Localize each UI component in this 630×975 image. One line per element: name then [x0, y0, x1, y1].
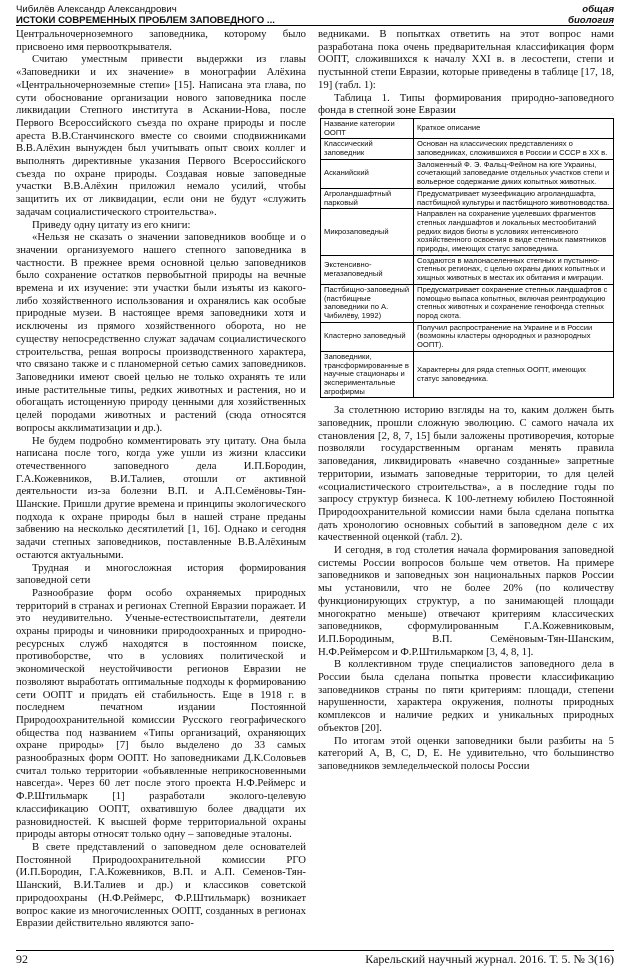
table-row: [321, 351, 614, 398]
paragraph: Приведу одну цитату из его книги:: [32, 218, 191, 231]
table-cell-description: Характерны для ряда степных ООПТ, имеющих статус заповедника.: [414, 351, 614, 398]
table-header-cell: Название категории ООПТ: [321, 118, 414, 138]
table-caption: Таблица 1. Типы формирования природно-заповедного фонда в степной зоне Евразии: [318, 91, 614, 117]
table-cell-category: Пастбищно-заповедный (пастбищные заповедники по А. Чибилёву, 1992): [321, 284, 414, 322]
table-cell-description: Создаются в малонаселенных степных и пустынно-степных регионах, с целью охраны диких копытных и хищных животных в местах их обитания и миграции.: [414, 255, 614, 284]
header-section: [568, 4, 614, 26]
table-row: [321, 322, 614, 351]
table-cell-description: Предусматривает сохранение степных ландшафтов с помощью выпаса копытных, включая реинтродукцию степных животных и сохранение генофонда степных пород скота.: [414, 284, 614, 322]
table-cell-description: Предусматривает музеефикацию агроландшафта, пастбищной культуры и пастбищного животноводства.: [414, 188, 614, 208]
right-column: [318, 28, 614, 773]
paragraph: За столетнюю историю взгляды на то, каким должен быть заповедник, прошли сложную эволюцию. С самого начала их становления [2, 8, 7, 15] были заложены противоречия, которые позволяли государственным органам менять правила заповедания, ликвидировать «навечно созданные» запретные территории, изымать заповедные территории, то для целей «социалистического строительства», а в последние годы по запросу структур бизнеса. К 100-летнему юбилею Постоянной Природоохранительной комиссии нами была сделана попытка дать хронологию основных событий в заповедном деле с их качественной оценкой (табл. 2).: [318, 404, 614, 544]
paragraph: Центральночерноземного заповедника, которому было присвоено имя первооткрывателя.: [16, 28, 306, 53]
table-cell-category: Агроландшафтный парковый: [321, 188, 414, 208]
table-header-row: [321, 118, 614, 138]
table-cell-category: Заповедники, трансформированные в научные стационары и экспериментальные агрофирмы: [321, 351, 414, 398]
table-cell-category: Микрозаповедный: [321, 209, 414, 256]
paragraph: Считаю уместным привести выдержки из главы «Заповедники и их значение» в монографии Алёхина «Центральночерноземные степи» [15]. Написана эта глава, по сути обоснование организации нового заповедника после ликвидации Степного института в Аскании-Нова, после Первого Всероссийского съезда по охране природы и после ареста В.В.Станчинского вместе со своими сподвижниками В.В.Алёхин вынужден был учитывать опыт своих коллег и выполнять директивные указания Первого Всероссийского съезда по охране природы. Создавая новые заповедные участки В.В.Алёхин приложил немало усилий, чтобы защитить их от ликвидации, если они не будут «служить задачам социалистического строительства».: [16, 53, 306, 218]
table-cell-description: Заложенный Ф. Э. Фальц-Фейном на юге Украины, сочетающий заповедание отдельных участков степи и вольерное содержание диких копытных животных.: [414, 159, 614, 188]
page-number: 92: [16, 952, 28, 966]
table-cell-category: Экстенсивно-мегазаповедный: [321, 255, 414, 284]
header-section-line1: общая: [582, 4, 614, 15]
table-cell-description: Основан на классических представлениях о заповедниках, сложившихся в России и СССР в XX в.: [414, 139, 614, 159]
header-author: Чибилёв Александр Александрович: [16, 4, 177, 15]
paragraph: По итогам этой оценки заповедники были разбиты на 5 категорий A, B, C, D, E. Не удивительно, что большинство заповедников земледельческой полосы России: [318, 734, 614, 772]
paragraph: Не будем подробно комментировать эту цитату. Она была написана после того, когда уже ушли из жизни классики отечественного заповедного дела И.П.Бородин, Г.А.Кожевников, В.И.Талиев, отошли от активной деятельности из-за болезни В.П. и А.П.Семёновы-Тян-Шанские. Пришли другие времена и принципы экологического подхода к охране природы был в нашей стране преданы забвению на несколько десятилетий [1, 16]. Однако и сегодня задачи степных заповедников, поставленные В.В.Алёхиным остаются актуальными.: [16, 434, 306, 561]
table-cell-category: Кластерно заповедный: [321, 322, 414, 351]
paragraph: «Нельзя не сказать о значении заповедников вообще и о значении организуемого нашего степного заповедника в частности. В прежнее время основной целью заповедников было сохранение остатков первобытной природы на вечные времена и их изучение: эти участки были изъяты из какого-либо хозяйственного использования и охранялись как особые природные музеи. В настоящее время заповедники хотя и исключены из прямого хозяйственного оборота, но не существу непосредственно служат задачам социалистического строительства, решая вопросы производственного характера, что связано также и с планомерной сетью самих заповедников. Заповедники имеют своей целью не только охранять те или иные растительные типы, редких животных и растения, но и обогащать истощенную природу ценными для хозяйственных целей породами животных и растений (сюда относятся вопросы акклиматизации и др.).: [16, 231, 306, 434]
table-cell-description: Получил распространение на Украине и в России (возможны кластеры однородных и разнородных ООПТ).: [414, 322, 614, 351]
page-footer: [16, 951, 614, 969]
header-article-title: ИСТОКИ СОВРЕМЕННЫХ ПРОБЛЕМ ЗАПОВЕДНОГО ...: [16, 15, 275, 26]
table-row: [321, 139, 614, 159]
paragraph: И сегодня, в год столетия начала формирования заповедной системы России вопросов больше чем ответов. На примере заповедников и заповедных зон национальных парков России мы установили, что не более 20% (по количеству функционирующих структур, а по занимающей площади многократно меньше) отвечают критериям классических заповедников, сформулированным Г.А.Кожевниковым, И.П.Бородиным, В.П. Семёновым-Тян-Шанским, Н.Ф.Реймерсом и Ф.Р.Штильмарком [3, 4, 8, 1].: [318, 544, 614, 658]
paragraph: Разнообразие форм особо охраняемых природных территорий в странах и регионах Степной Евразии поражает. И это неудивительно. Ученые-естествоиспытатели, деятели охраны природы и чиновники природоохранных и природно-ресурсных служб находятся в постоянном поиске, противоборстве, что в условиях политической и экономической неустойчивости регионов Евразии не позволяют выработать оптимальные подходы к формированию сети ООПТ и придать ей стабильность. Еще в 1918 г. в последнем печатном издании Постоянной Природоохранительной комиссии Русского географического общества под названием «Типы организаций, охраняющих охране природы» [7] было выделено до 33 самых разнообразных форм ООПТ. Но заповедниками Д.К.Соловьев считал только территории «объявленные неприкосновенными навсегда». Через 60 лет после этого проекта Н.Ф.Реймерс и Ф.Р.Штильмарк [1] разработали эколого-целевую классификацию ООПТ, охватившую более двадцати их разновидностей. К высшей форме территориальной охраны природы авторы относят только одну – заповедные эталоны.: [16, 586, 306, 841]
table-row: [321, 209, 614, 256]
table-cell-category: Асканийский: [321, 159, 414, 188]
table-header-cell: Краткое описание: [414, 118, 614, 138]
table-cell-category: Классический заповедник: [321, 139, 414, 159]
journal-citation: Карельский научный журнал. 2016. Т. 5. № 3(16): [365, 952, 614, 966]
paragraph: В свете представлений о заповедном деле основателей Постоянной Природоохранительной комиссии РГО (И.П.Бородин, Г.А.Кожевников, В.П. и А.П. Семенов-Тян-Шанский, В.И.Талиев и др.) и классиков советской природоохраны (Н.Ф.Реймерс, Ф.Р.Штильмарк) возникает вопрос какие из многочисленных ООПТ, созданных в регионах Евразии действительно являются запо-: [16, 841, 306, 930]
table-cell-description: Направлен на сохранение уцелевших фрагментов степных ландшафтов и локальных местообитаний редких видов биоты в условиях интенсивного хозяйственного освоения в виде степных памятников природы, имеющих статус заповедника.: [414, 209, 614, 256]
left-column: [16, 28, 306, 930]
header-section-line2: биология: [568, 15, 614, 26]
classification-table: [320, 118, 614, 398]
header-rule: [16, 25, 614, 26]
table-row: [321, 284, 614, 322]
paragraph: В коллективном труде специалистов заповедного дела в России была сделана попытка провести классификацию заповедников страны по пяти критериям: площади, степени нарушенности, характера окружения, полноты природных комплексов и наличие редких и уникальных природных объектов [20].: [318, 658, 614, 734]
paragraph: ведниками. В попытках ответить на этот вопрос нами разработана пока очень предварительная классификация форм ООПТ, сложившихся к началу XXI в. в лесостепи, степи и пустынной степи Евразии, которые приведены в таблице [17, 18, 19] (табл. 1):: [318, 28, 614, 91]
table-row: [321, 255, 614, 284]
table-row: [321, 188, 614, 208]
section-heading: Трудная и многосложная история формирования заповедной сети: [16, 561, 306, 587]
table-row: [321, 159, 614, 188]
